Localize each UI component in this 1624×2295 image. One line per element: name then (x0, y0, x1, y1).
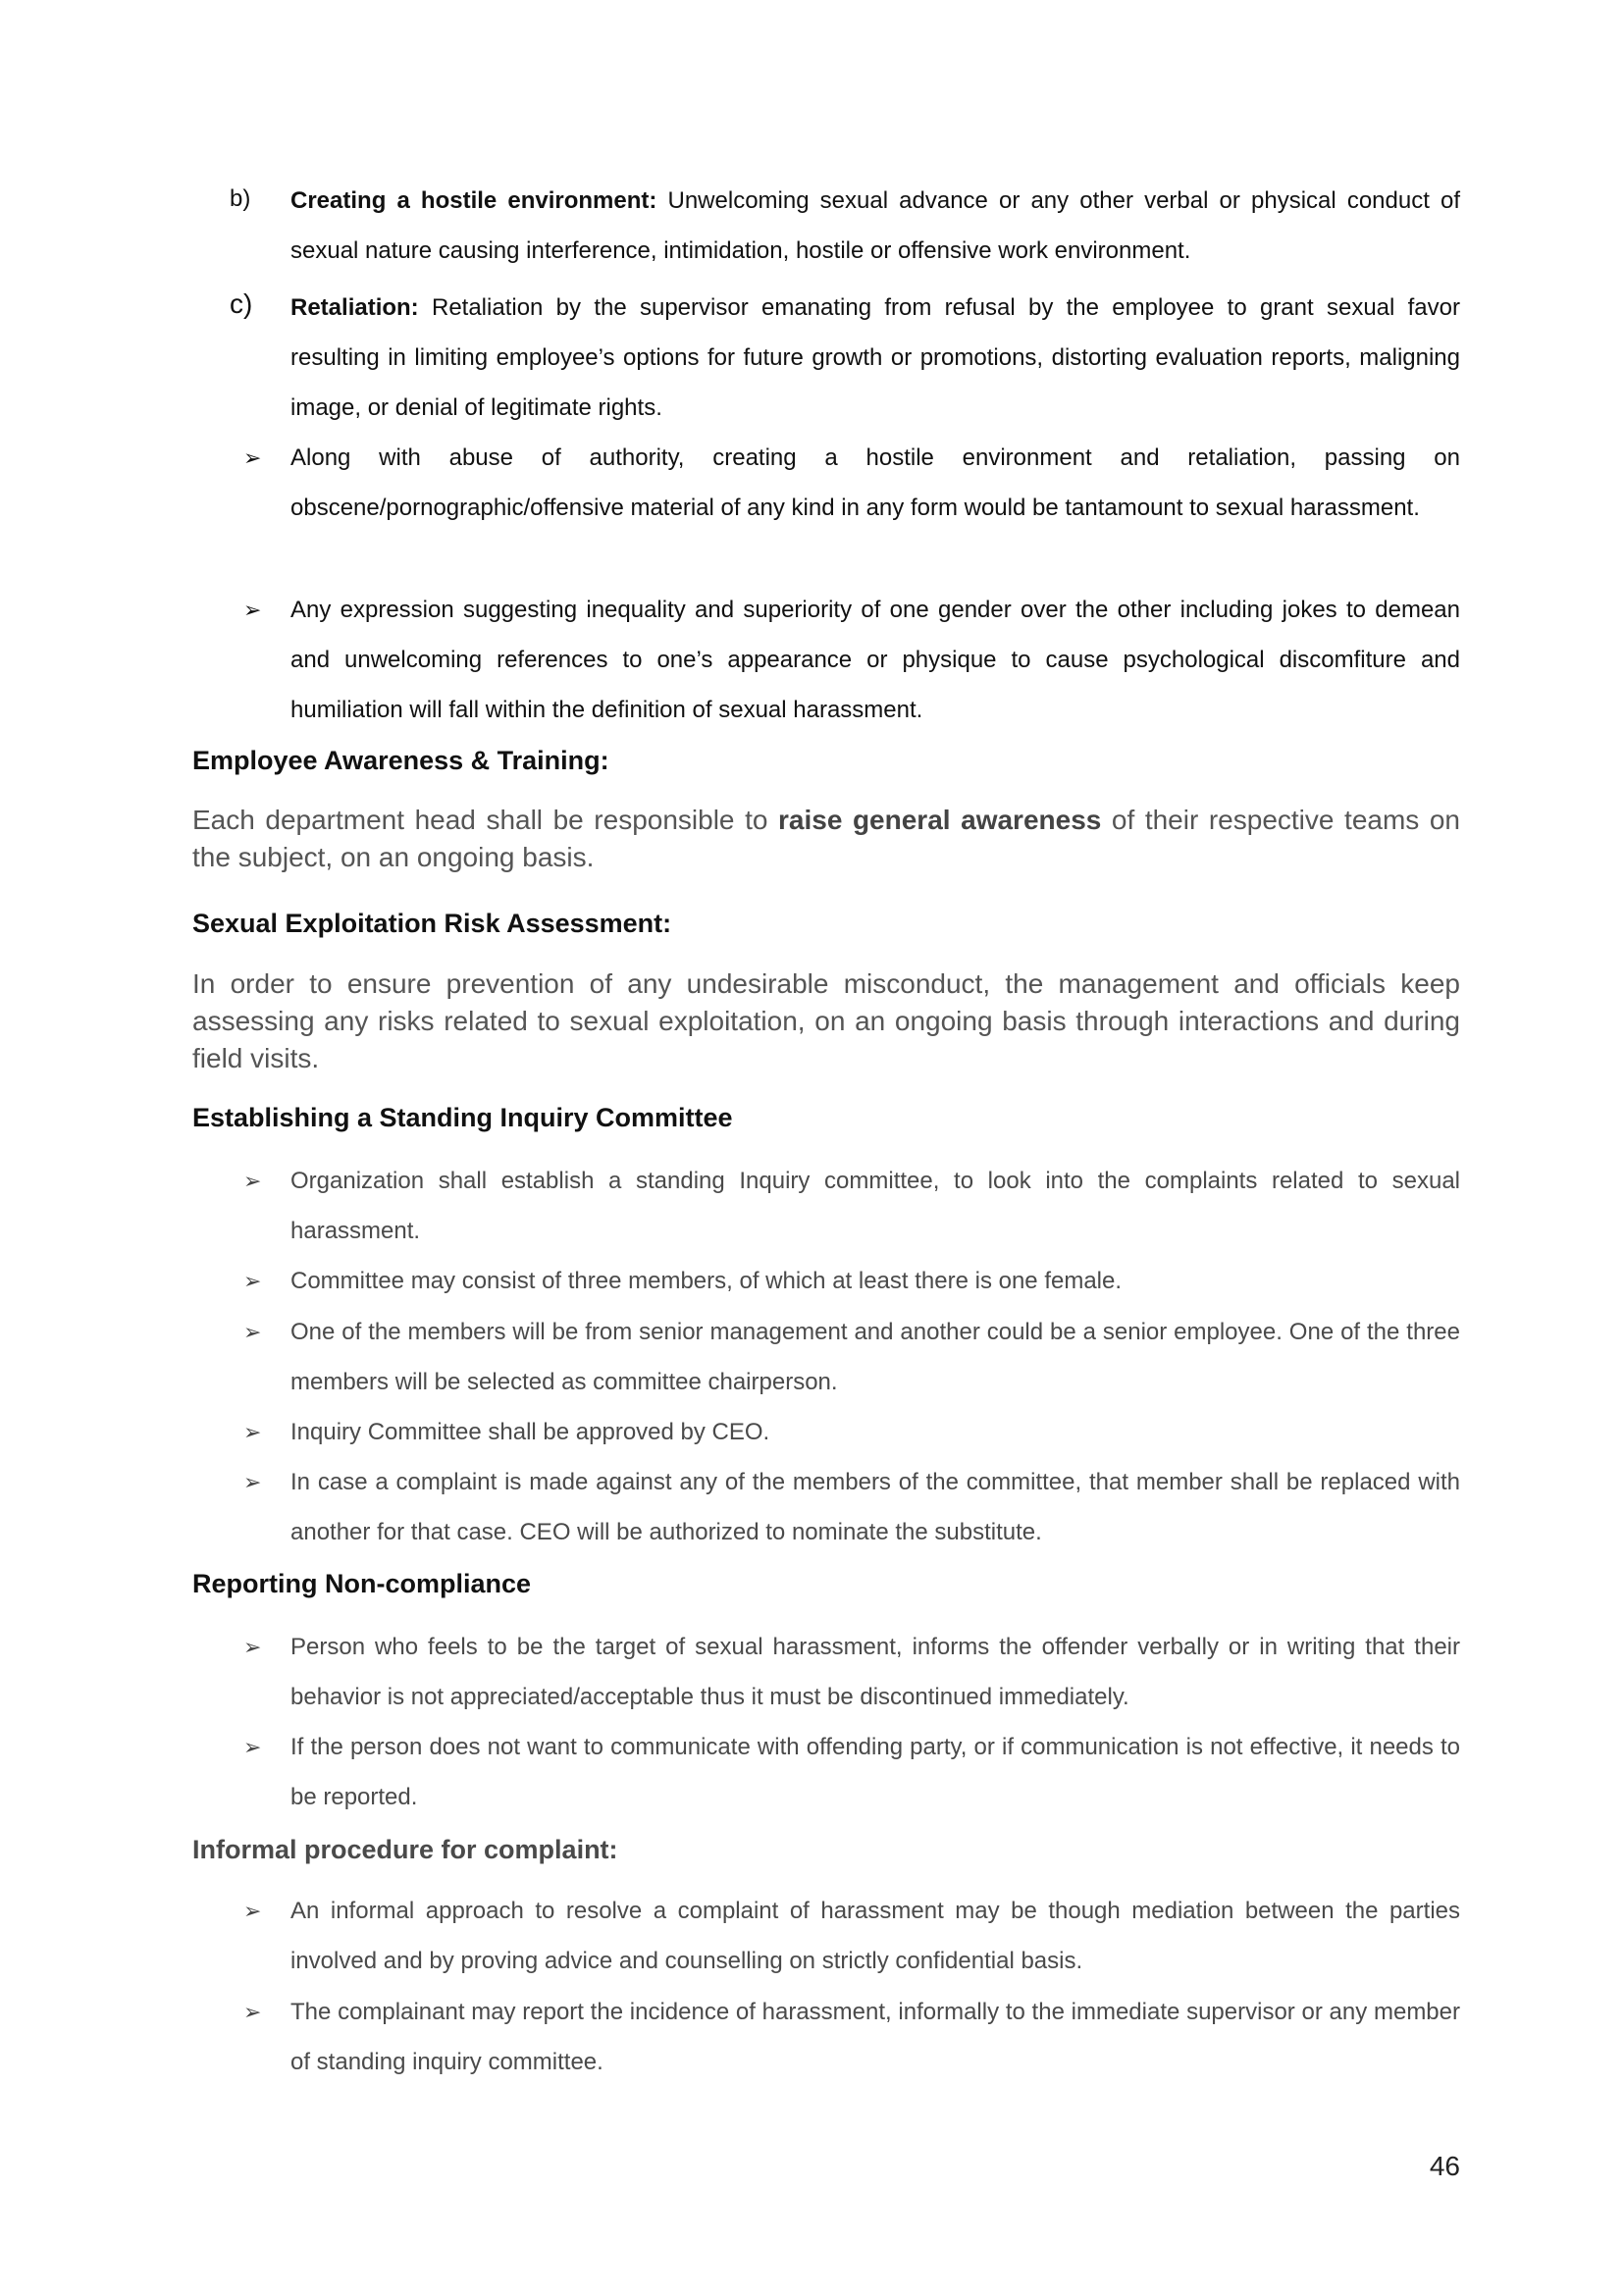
bullet-arrow-icon: ➢ (243, 1169, 262, 1193)
risk-paragraph: In order to ensure prevention of any undesirable misconduct, the management and officials keep assessing any risks related to sexual exploitation, on an ongoing basis through interactions and during field visits. (192, 968, 1460, 1073)
heading-reporting-noncompliance: Reporting Non-compliance (192, 1569, 532, 1598)
bullet-arrow-icon: ➢ (243, 1269, 262, 1293)
bullet-arrow-icon: ➢ (243, 1899, 262, 1923)
item-b-text: Unwelcoming sexual advance or any other verbal or physical conduct of sexual nature causing interference, intimidation, hostile or offensive work environment. (290, 187, 1460, 264)
informal-bullet: The complainant may report the incidence of harassment, informally to the immediate supervisor or any member of standing inquiry committee. (290, 1999, 1460, 2075)
awareness-text-bold: raise general awareness (778, 805, 1102, 835)
item-b-term: Creating a hostile environment: (290, 187, 657, 214)
committee-bullet: One of the members will be from senior management and another could be a senior employee. One of the three members will be selected as committee chairperson. (290, 1319, 1460, 1395)
committee-bullet: Committee may consist of three members, of which at least there is one female. (290, 1268, 1123, 1294)
reporting-bullet: If the person does not want to communicate with offending party, or if communication is not effective, it needs to be reported. (290, 1734, 1460, 1810)
bullet-arrow-icon: ➢ (243, 1420, 262, 1444)
committee-bullet: Inquiry Committee shall be approved by CEO. (290, 1419, 770, 1445)
bullet-arrow-icon: ➢ (243, 1470, 262, 1494)
bullet-arrow-icon: ➢ (243, 1735, 262, 1759)
heading-risk-assessment: Sexual Exploitation Risk Assessment: (192, 909, 672, 938)
item-marker-b: b) (230, 185, 251, 212)
heading-inquiry-committee: Establishing a Standing Inquiry Committee (192, 1103, 733, 1132)
heading-informal-procedure: Informal procedure for complaint: (192, 1835, 618, 1864)
awareness-text-after: of their respective teams on the subject, on an ongoing basis. (192, 805, 1460, 872)
item-c-term: Retaliation: (290, 294, 419, 321)
committee-bullet: Organization shall establish a standing Inquiry committee, to look into the complaints related to sexual harassment. (290, 1168, 1460, 1244)
bullet-arrow-icon: ➢ (243, 1320, 262, 1344)
reporting-bullet: Person who feels to be the target of sexual harassment, informs the offender verbally or in writing that their behavior is not appreciated/acceptable thus it must be discontinued immediately. (290, 1634, 1460, 1710)
item-marker-c: c) (230, 288, 253, 319)
awareness-paragraph (192, 802, 1460, 876)
bullet-arrow-icon: ➢ (243, 445, 262, 470)
bullet-arrow-icon: ➢ (243, 2000, 262, 2024)
bullet-arrow-icon: ➢ (243, 598, 262, 622)
bullet-gender-expression: Any expression suggesting inequality and superiority of one gender over the other including jokes to demean and unwelcoming references to one’s appearance or physique to cause psychological discomfiture and humiliation will fall within the definition of sexual harassment. (290, 597, 1460, 723)
committee-bullet: In case a complaint is made against any of the members of the committee, that member shall be replaced with another for that case. CEO will be authorized to nominate the substitute. (290, 1469, 1460, 1545)
bullet-arrow-icon: ➢ (243, 1635, 262, 1659)
item-b (290, 176, 1460, 276)
bullet-abuse-of-authority: Along with abuse of authority, creating a hostile environment and retaliation, passing on obscene/pornographic/offensive material of any kind in any form would be tantamount to sexual harassment. (290, 444, 1460, 521)
awareness-text-before: Each department head shall be responsible to (192, 805, 778, 835)
informal-bullet: An informal approach to resolve a complaint of harassment may be though mediation between the parties involved and by proving advice and counselling on strictly confidential basis. (290, 1898, 1460, 1974)
heading-employee-awareness: Employee Awareness & Training: (192, 746, 609, 775)
item-c (290, 283, 1460, 433)
page-number: 46 (1429, 2151, 1460, 2181)
item-c-text: Retaliation by the supervisor emanating from refusal by the employee to grant sexual favor resulting in limiting employee’s options for future growth or promotions, distorting evaluation reports, maligning image, or denial of legitimate rights. (290, 294, 1460, 421)
